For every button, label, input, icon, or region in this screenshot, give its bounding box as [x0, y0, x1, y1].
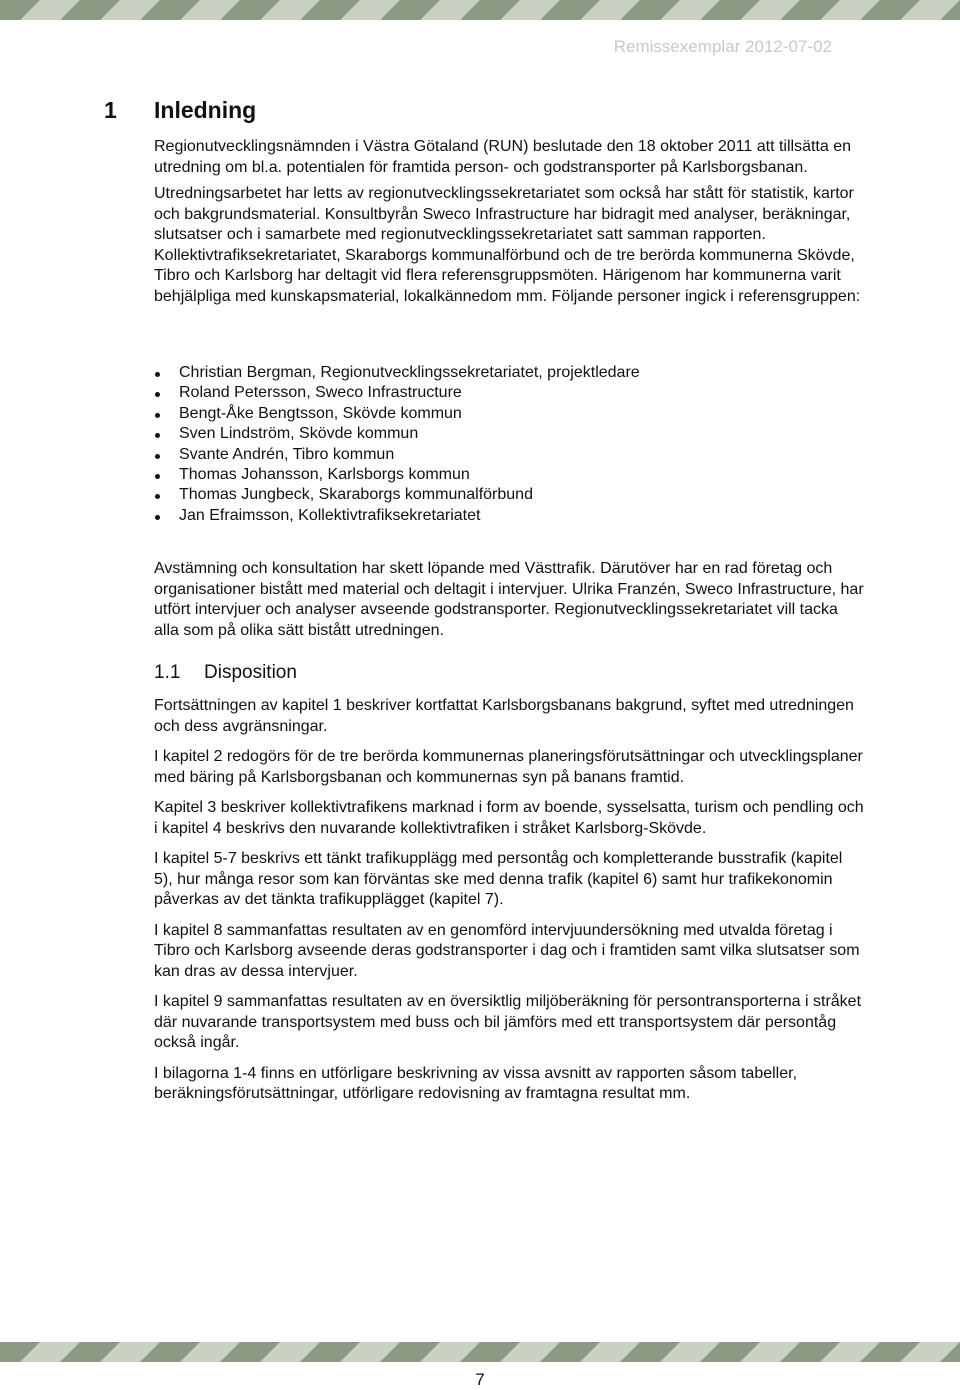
bullet-icon	[155, 413, 160, 418]
list-item: Thomas Johansson, Karlsborgs kommun	[154, 465, 640, 485]
list-item: Thomas Jungbeck, Skaraborgs kommunalförbund	[154, 485, 640, 505]
bullet-icon	[155, 494, 160, 499]
list-item: Jan Efraimsson, Kollektivtrafiksekretariatet	[154, 506, 640, 526]
section-title: Inledning	[154, 97, 257, 123]
reference-group-list	[154, 363, 640, 526]
bullet-icon	[155, 392, 160, 397]
header-date: Remissexemplar 2012-07-02	[613, 37, 832, 56]
bullet-icon	[155, 474, 160, 479]
list-item: Svante Andrén, Tibro kommun	[154, 445, 640, 465]
list-item: Christian Bergman, Regionutvecklingssekretariatet, projektledare	[154, 363, 640, 383]
intro-paragraph: Utredningsarbetet har letts av regionutvecklingssekretariatet som också har stått för statistik, kartor och bakgrundsmaterial. Konsultbyrån Sweco Infrastructure har bidragit med analyser, beräkningar, slutsatser och i samarbete med regionutvecklingssekretariatet satt samman rapporten. Kollektivtrafiksekretariatet, Skaraborgs kommunalförbund och de tre berörda kommunerna Skövde, Tibro och Karlsborg har deltagit vid flera referensgruppsmöten. Härigenom har kommunerna varit behjälpliga med kunskapsmaterial, lokalkännedom mm. Följande personer ingick i referensgruppen:	[154, 185, 861, 305]
bullet-icon	[155, 372, 160, 377]
subsection-heading	[154, 662, 297, 684]
bottom-decorative-band	[0, 1342, 960, 1362]
disposition-paragraph: Kapitel 3 beskriver kollektivtrafikens marknad i form av boende, sysselsatta, turism och pendling och i kapitel 4 beskrivs den nuvarande kollektivtrafiken i stråket Karlsborg-Skövde.	[154, 799, 864, 837]
intro-paragraph: Regionutvecklingsnämnden i Västra Götaland (RUN) beslutade den 18 oktober 2011 att tillsätta en utredning om bl.a. potentialen för framtida person- och godstransporter på Karlsborgsbanan.	[154, 138, 852, 176]
disposition-paragraph: I kapitel 9 sammanfattas resultaten av en översiktlig miljöberäkning för persontransporterna i stråket där nuvarande transportsystem med buss och bil jämförs med ett transportsystem där persontåg också ingår.	[154, 993, 862, 1051]
bullet-icon	[155, 515, 160, 520]
closing-text	[154, 559, 864, 641]
subsection-number: 1.1	[154, 662, 181, 683]
disposition-paragraph: Fortsättningen av kapitel 1 beskriver kortfattat Karlsborgsbanans bakgrund, syftet med utredningen och dess avgränsningar.	[154, 697, 854, 735]
page-number: 7	[475, 1370, 485, 1389]
closing-paragraph: Avstämning och konsultation har skett löpande med Västtrafik. Därutöver har en rad företag och organisationer bistått med material och deltagit i intervjuer. Ulrika Franzén, Sweco Infrastructure, har utfört intervjuer och analyser avseende godstransporter. Regionutvecklingssekretariatet vill tacka alla som på olika sätt bistått utredningen.	[154, 560, 864, 639]
intro-text	[154, 137, 864, 307]
list-item: Bengt-Åke Bengtsson, Skövde kommun	[154, 404, 640, 424]
disposition-paragraph: I kapitel 5-7 beskrivs ett tänkt trafikupplägg med persontåg och kompletterande busstrafik (kapitel 5), hur många resor som kan förväntas ske med denna trafik (kapitel 6) samt hur trafikekonomin påverkas av det tänkta trafikupplägget (kapitel 7).	[154, 850, 843, 908]
top-decorative-band	[0, 0, 960, 20]
section-heading	[104, 97, 256, 124]
disposition-paragraph: I bilagorna 1-4 finns en utförligare beskrivning av vissa avsnitt av rapporten såsom tabeller, beräkningsförutsättningar, utförligare redovisning av framtagna resultat mm.	[154, 1064, 798, 1102]
bullet-icon	[155, 454, 160, 459]
subsection-title: Disposition	[204, 662, 297, 683]
list-item: Roland Petersson, Sweco Infrastructure	[154, 383, 640, 403]
disposition-paragraph: I kapitel 2 redogörs för de tre berörda kommunernas planeringsförutsättningar och utvecklingsplaner med bäring på Karlsborgsbanan och kommunernas syn på banans framtid.	[154, 748, 863, 786]
disposition-paragraph: I kapitel 8 sammanfattas resultaten av en genomförd intervjuundersökning med utvalda företag i Tibro och Karlsborg avseende deras godstransporter i dag och i framtiden samt vilka slutsatser som kan dras av dessa intervjuer.	[154, 921, 860, 980]
disposition-text	[154, 696, 864, 1105]
bullet-icon	[155, 433, 160, 438]
list-item: Sven Lindström, Skövde kommun	[154, 424, 640, 444]
section-number: 1	[104, 97, 117, 123]
